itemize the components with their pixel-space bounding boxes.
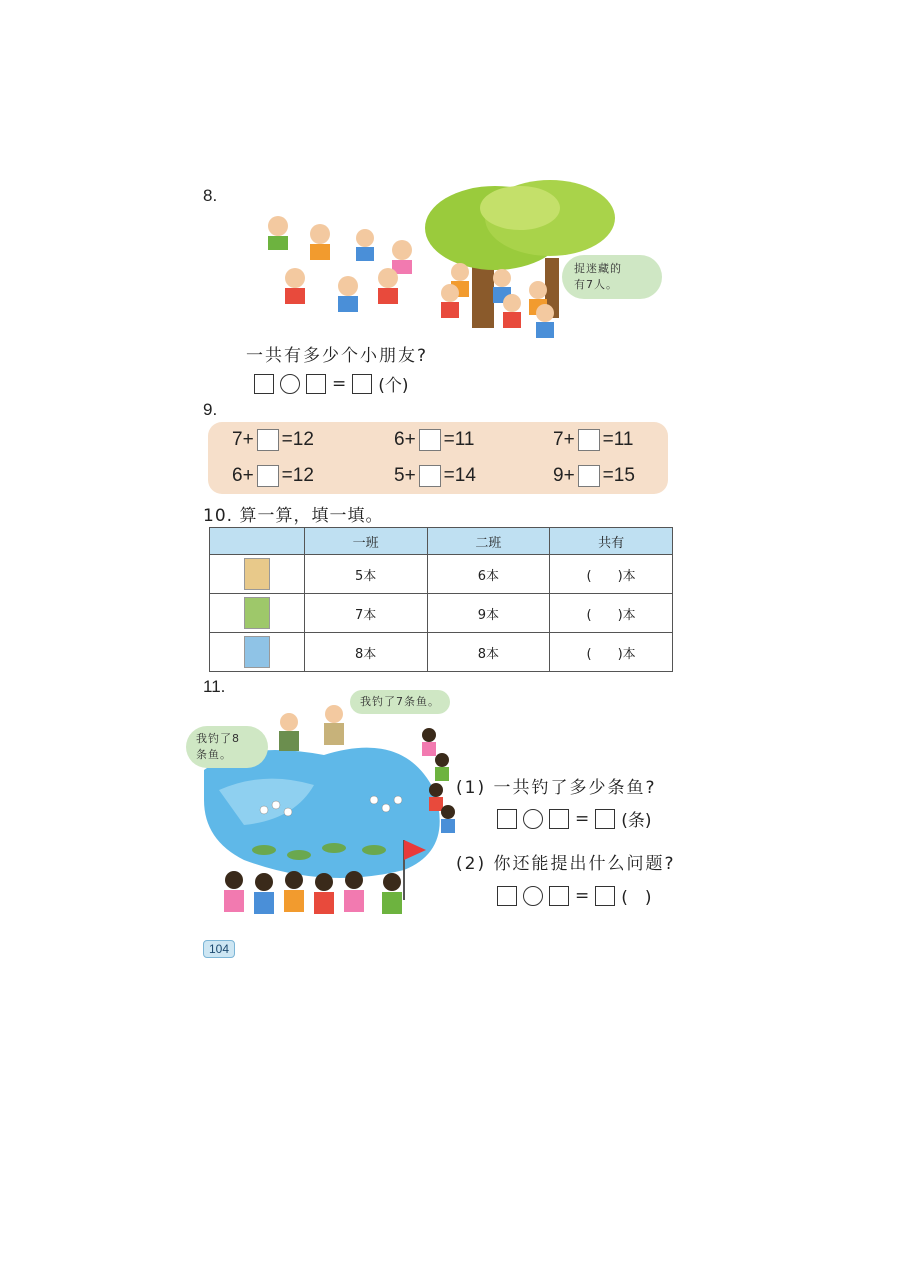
book-cover-cell <box>210 633 305 672</box>
question-8-number: 8. <box>203 186 218 205</box>
table-header-row <box>210 528 673 555</box>
equation-q8: = (个) <box>254 371 409 396</box>
table-row <box>210 555 673 594</box>
answer-box[interactable] <box>257 465 279 487</box>
book-cover-image <box>244 636 270 668</box>
answer-box[interactable] <box>549 809 569 829</box>
table-cell: 9本 <box>427 594 550 633</box>
equation-6: 9+ =15 <box>553 465 635 486</box>
equation-q11-2: = ( ) <box>497 883 652 908</box>
question-8-text: 一共有多少个小朋友? <box>246 346 429 366</box>
unit-label: (个) <box>378 376 409 396</box>
header-cell: 二班 <box>427 528 550 555</box>
question-9-number: 9. <box>203 400 218 419</box>
answer-box[interactable] <box>306 374 326 394</box>
bubble-line-1: 捉迷藏的 <box>574 262 622 275</box>
answer-box[interactable] <box>419 429 441 451</box>
book-cover-cell <box>210 594 305 633</box>
speech-bubble-top: 我钓了7条鱼。 <box>350 690 450 714</box>
answer-cell[interactable]: ( )本 <box>550 594 673 633</box>
bubble-line-2: 有7人。 <box>574 278 618 291</box>
table-cell: 8本 <box>427 633 550 672</box>
answer-box[interactable] <box>257 429 279 451</box>
answer-box[interactable] <box>497 886 517 906</box>
table-row <box>210 594 673 633</box>
speech-bubble-q8 <box>562 255 662 299</box>
equation-2: 6+ =11 <box>394 429 475 450</box>
speech-bubble-left <box>186 726 268 768</box>
question-11-sub1: (1) 一共钓了多少条鱼? <box>456 778 657 798</box>
table-row <box>210 633 673 672</box>
bubble-line-2: 条鱼。 <box>196 748 232 761</box>
table-cell: 8本 <box>304 633 427 672</box>
answer-box[interactable] <box>419 465 441 487</box>
question-9-panel <box>208 422 668 494</box>
header-cell: 一班 <box>304 528 427 555</box>
operator-circle[interactable] <box>523 886 543 906</box>
answer-cell[interactable]: ( )本 <box>550 633 673 672</box>
operator-circle[interactable] <box>523 809 543 829</box>
table-cell: 5本 <box>304 555 427 594</box>
unit-label[interactable]: ( ) <box>621 888 652 908</box>
header-cell: 共有 <box>550 528 673 555</box>
book-cover-image <box>244 597 270 629</box>
answer-box[interactable] <box>352 374 372 394</box>
table-cell: 7本 <box>304 594 427 633</box>
unit-label: (条) <box>621 811 652 831</box>
header-cell <box>210 528 305 555</box>
equation-5: 5+ =14 <box>394 465 476 486</box>
books-table <box>209 527 673 672</box>
answer-cell[interactable]: ( )本 <box>550 555 673 594</box>
answer-box[interactable] <box>595 809 615 829</box>
answer-box[interactable] <box>549 886 569 906</box>
answer-box[interactable] <box>578 429 600 451</box>
equation-3: 7+ =11 <box>553 429 634 450</box>
answer-box[interactable] <box>595 886 615 906</box>
bubble-line-1: 我钓了8 <box>196 732 240 745</box>
answer-box[interactable] <box>578 465 600 487</box>
question-11-number: 11. <box>203 677 226 696</box>
equation-q11-1: = (条) <box>497 806 652 831</box>
book-cover-cell <box>210 555 305 594</box>
book-cover-image <box>244 558 270 590</box>
operator-circle[interactable] <box>280 374 300 394</box>
answer-box[interactable] <box>497 809 517 829</box>
table-cell: 6本 <box>427 555 550 594</box>
equation-4: 6+ =12 <box>232 465 314 486</box>
question-10-title: 10. 算一算，填一填。 <box>203 506 384 526</box>
page-number: 104 <box>203 940 235 958</box>
equation-1: 7+ =12 <box>232 429 314 450</box>
question-11-sub2: (2) 你还能提出什么问题? <box>456 854 676 874</box>
answer-box[interactable] <box>254 374 274 394</box>
